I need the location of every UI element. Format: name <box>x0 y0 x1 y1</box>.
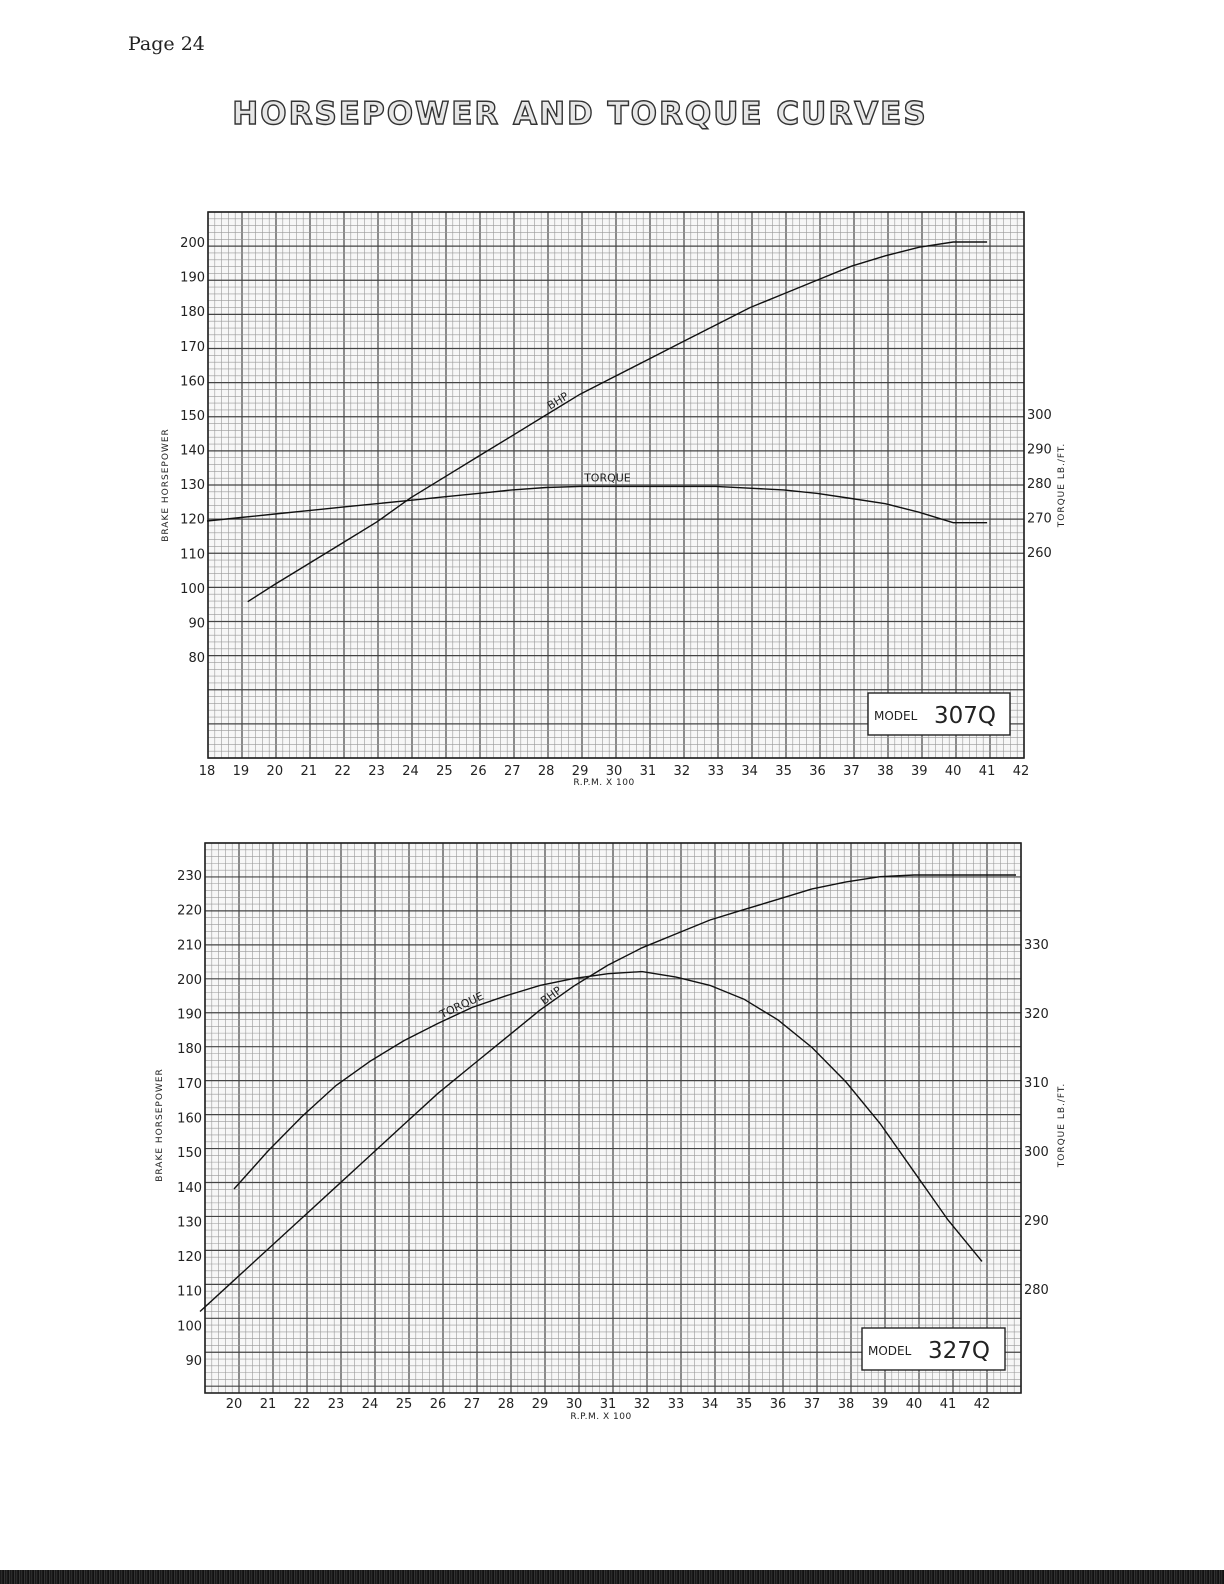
y-tick-label: 170 <box>177 1076 202 1092</box>
x-tick-label: 30 <box>605 764 623 779</box>
y2-tick-label: 290 <box>1024 1214 1049 1229</box>
x-tick-label: 30 <box>565 1397 583 1412</box>
model-label: MODEL <box>868 1344 912 1358</box>
x-tick-label: 23 <box>368 764 385 779</box>
y-tick-label: 150 <box>180 408 205 424</box>
x-tick-label: 41 <box>939 1397 957 1412</box>
y2-tick-label: 300 <box>1027 408 1052 423</box>
x-tick-label: 40 <box>944 764 962 779</box>
y-tick-label: 160 <box>180 374 205 390</box>
y-tick-label: 190 <box>177 1007 202 1023</box>
x-tick-label: 24 <box>361 1397 379 1412</box>
y-tick-label: 210 <box>177 938 202 954</box>
x-tick-label: 32 <box>673 764 691 779</box>
x-tick-label: 25 <box>395 1397 413 1412</box>
y-tick-label: 220 <box>177 903 202 919</box>
x-tick-label: 18 <box>198 764 216 779</box>
x-tick-label: 31 <box>599 1397 617 1412</box>
y2-tick-label: 310 <box>1024 1076 1049 1091</box>
x-tick-label: 40 <box>905 1397 923 1412</box>
y-tick-label: 170 <box>180 339 205 355</box>
y-tick-label: 90 <box>185 1354 202 1369</box>
y-tick-label: 130 <box>180 478 205 494</box>
y2-tick-label: 270 <box>1027 511 1052 527</box>
x-tick-label: 38 <box>877 764 894 779</box>
y-tick-label: 110 <box>180 547 205 563</box>
x-tick-label: 22 <box>293 1397 311 1412</box>
y-tick-label: 200 <box>177 972 202 988</box>
y-tick-label: 120 <box>177 1250 202 1266</box>
x-tick-label: 26 <box>429 1397 447 1412</box>
y-axis-label: BRAKE HORSEPOWER <box>155 1068 165 1182</box>
y2-tick-label: 330 <box>1024 938 1049 953</box>
x-tick-label: 21 <box>300 764 318 779</box>
y-tick-label: 130 <box>177 1215 202 1231</box>
grid <box>205 843 1021 1393</box>
y-tick-label: 140 <box>180 443 205 459</box>
chart-2 <box>155 843 1067 1422</box>
page-title: HORSEPOWER AND TORQUE CURVES <box>232 96 928 132</box>
x-tick-label: 25 <box>436 764 453 779</box>
x-tick-label: 42 <box>1012 764 1030 779</box>
x-tick-label: 33 <box>707 764 725 779</box>
x-tick-label: 27 <box>503 764 521 779</box>
y-axis-label: BRAKE HORSEPOWER <box>161 428 171 542</box>
x-tick-label: 31 <box>639 764 657 779</box>
y2-tick-label: 280 <box>1027 477 1052 492</box>
y-tick-label: 150 <box>177 1146 202 1162</box>
x-tick-label: 36 <box>769 1397 787 1412</box>
x-tick-label: 35 <box>775 764 792 779</box>
y-tick-label: 180 <box>177 1042 202 1058</box>
y2-tick-label: 300 <box>1024 1145 1049 1160</box>
x-tick-label: 26 <box>470 764 487 779</box>
x-tick-label: 41 <box>978 764 996 779</box>
x-tick-label: 23 <box>327 1397 345 1412</box>
x-axis-label: R.P.M. X 100 <box>570 1412 632 1422</box>
x-tick-label: 20 <box>225 1397 243 1412</box>
x-tick-label: 37 <box>803 1397 821 1412</box>
y-tick-label: 140 <box>177 1180 202 1196</box>
grid <box>208 212 1024 758</box>
y2-tick-label: 260 <box>1027 546 1052 561</box>
y-tick-label: 90 <box>188 616 205 632</box>
y-tick-label: 100 <box>177 1319 202 1335</box>
model-label: MODEL <box>874 709 918 723</box>
x-tick-label: 36 <box>809 764 826 779</box>
x-tick-label: 22 <box>334 764 351 779</box>
x-tick-label: 19 <box>232 764 250 779</box>
x-tick-label: 35 <box>735 1397 753 1412</box>
y2-tick-label: 320 <box>1024 1007 1049 1022</box>
model-number: 307Q <box>934 703 997 729</box>
model-number: 327Q <box>928 1338 991 1364</box>
y2-axis-label: TORQUE LB./FT. <box>1057 1082 1067 1168</box>
x-tick-label: 28 <box>497 1397 515 1412</box>
y-tick-label: 190 <box>180 270 205 286</box>
y-tick-label: 160 <box>177 1111 202 1127</box>
x-tick-label: 24 <box>402 764 419 779</box>
x-tick-label: 34 <box>701 1397 719 1412</box>
x-tick-label: 39 <box>871 1397 889 1412</box>
y-tick-label: 200 <box>180 236 205 251</box>
chart-1 <box>161 212 1067 788</box>
y-tick-label: 80 <box>188 651 205 666</box>
x-tick-label: 21 <box>259 1397 277 1412</box>
series-label-torque: TORQUE <box>437 989 486 1022</box>
series-label-bhp: BHP <box>544 389 571 413</box>
series-label-torque: TORQUE <box>584 471 631 485</box>
x-tick-label: 27 <box>463 1397 481 1412</box>
y2-tick-label: 280 <box>1024 1283 1049 1298</box>
series-label-bhp: BHP <box>538 983 565 1008</box>
y-tick-label: 100 <box>180 581 205 597</box>
x-tick-label: 38 <box>837 1397 855 1412</box>
x-tick-label: 20 <box>266 764 284 779</box>
y-tick-label: 120 <box>180 512 205 528</box>
x-axis-label: R.P.M. X 100 <box>573 778 635 788</box>
scan-edge-strip <box>0 1570 1224 1584</box>
x-tick-label: 28 <box>537 764 555 779</box>
x-tick-label: 29 <box>531 1397 549 1412</box>
y-tick-label: 230 <box>177 869 202 884</box>
x-tick-label: 29 <box>571 764 589 779</box>
y-tick-label: 110 <box>177 1284 202 1300</box>
x-tick-label: 42 <box>973 1397 991 1412</box>
y2-axis-label: TORQUE LB./FT. <box>1057 442 1067 528</box>
x-tick-label: 33 <box>667 1397 685 1412</box>
x-tick-label: 37 <box>843 764 860 779</box>
x-tick-label: 39 <box>910 764 928 779</box>
x-tick-label: 34 <box>741 764 758 779</box>
y-tick-label: 180 <box>180 305 205 321</box>
y2-tick-label: 290 <box>1027 442 1052 458</box>
x-tick-label: 32 <box>633 1397 651 1412</box>
page-number: Page 24 <box>128 33 205 55</box>
